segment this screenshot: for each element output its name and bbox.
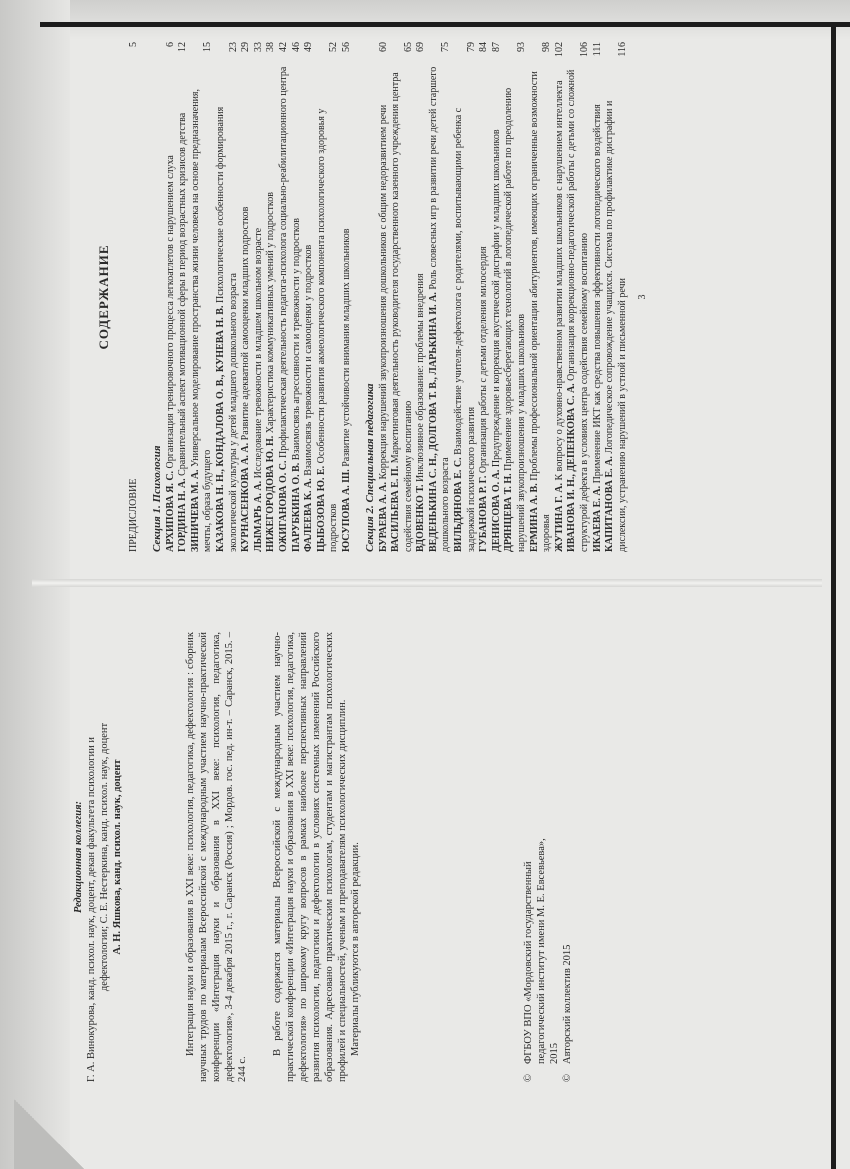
toc-page-number: 46 (290, 42, 302, 52)
copyright-symbol: © (523, 1074, 534, 1082)
toc-page-number: 93 (516, 42, 528, 52)
toc-entry-text (253, 66, 266, 552)
toc-entry-text (503, 66, 528, 552)
toc-entry-author: ПАРУБКИНА О. В. (290, 462, 302, 552)
toc-entry-title: Профилактическая деятельность педагога-психолога социально-реабилитационного центра (277, 66, 289, 458)
toc-entry-author: ГУБАНОВА Р. Г. (478, 475, 490, 552)
toc-page-number: 52 (328, 42, 340, 52)
toc-entry-title: Проблемы профессиональной ориентации абитуриентов, имеющих ограниченные возможности здоровья (528, 71, 553, 552)
toc-entry-text (390, 66, 415, 552)
toc-page-number: 38 (265, 42, 277, 52)
toc-entry-text (453, 66, 478, 552)
toc-page-number: 33 (252, 42, 264, 52)
toc-page-number: 79 (465, 42, 477, 52)
toc-entry-author: ВДОВЕНКО Т. (415, 484, 427, 552)
toc-entry-text (604, 66, 629, 552)
copyright-text: Авторский коллектив 2015 (562, 944, 573, 1064)
toc-entry (478, 42, 491, 552)
bibliographic-description: Интеграция науки и образования в XXI веке: психология, педагогика, дефектология : сборник научных трудов по материалам Всероссийской с международным участием научно-практической конференции «Интеграция науки и образования в XXI веке: психология, педагогика, дефектология», 3-4 декабря 2015 г., г. Саранск (Россия) ; Мордов. гос. пед. ин-т. – Саранск, 2015. – 244 с. (185, 632, 248, 1082)
toc-entry-text (415, 66, 428, 552)
toc-entry (303, 42, 316, 552)
toc-entry-author: ЮСУПОВА А. Ш. (340, 469, 352, 552)
toc-entry-title: Логопедическое сопровождение учащихся. Система по профилактике дисграфии и дислексии, устранению нарушений в устной и письменной речи (604, 100, 628, 552)
toc-entry-title: Развитие адекватной самооценки младших подростков (240, 206, 252, 441)
toc-page-number: 23 (227, 42, 239, 52)
toc-sections (151, 42, 630, 552)
toc-entry-title: Применение ИКТ как средства повышения эффективности логопедического воздействия (591, 104, 603, 484)
toc-entry (503, 42, 528, 552)
toc-page-number: 15 (202, 42, 214, 52)
toc-section-heading: Секция 1. Психология (150, 445, 163, 552)
toc-entry-title: К вопросу о духовно-нравственном развитии младших школьников с нарушением интеллекта (553, 80, 565, 481)
toc-page-number: 12 (177, 42, 189, 52)
toc-entry (291, 42, 304, 552)
toc-entry-title: Взаимодействие учителя-дефектолога с родителями, воспитывающими ребенка с задержкой психического развития (453, 107, 477, 552)
toc-section-heading: Секция 2. Специальная педагогика (363, 383, 376, 552)
toc-entry-text (554, 66, 567, 552)
toc-entry-author: ДЕНИСОВА О. А. (490, 469, 502, 552)
toc-entry (253, 42, 266, 552)
book-spread (32, 12, 822, 1152)
toc-entry-title: Взаимосвязь тревожности и самооценки у подростков (303, 244, 315, 476)
toc-entry (604, 42, 629, 552)
toc-entry-title: Исследование тревожности в младшем школьном возрасте (252, 227, 264, 479)
toc-preface-label: ПРЕДИСЛОВИЕ (128, 478, 139, 552)
toc-entry-author: ИВАНОВА И. Н., ДЕПЕНКОВА С. А. (566, 383, 578, 552)
toc-page-number: 6 (164, 42, 176, 47)
toc-entry (177, 42, 190, 552)
toc-entry-title: Универсальное моделирование пространства жизни человека на основе предназначения, мечты, образа будущего (189, 88, 214, 552)
toc-entry-title: Маркетинговая деятельность руководителя государственного казенного учреждения центра содействия семейному воспитанию (390, 72, 414, 552)
toc-entry-author: НИЖЕГОРОДОВА Ю. Н. (265, 435, 277, 552)
toc-entry-text (566, 66, 591, 552)
toc-entry-title: Инклюзивное образование: проблемы внедрения (415, 273, 427, 482)
toc-page-number: 69 (415, 42, 427, 52)
toc-preface (128, 42, 141, 552)
toc-entry-author: ЛЫМАРЬ А. А. (252, 480, 264, 552)
editorial-line: Г. А. Винокурова, канд. психол. наук, доцент, декан факультета психологии и (86, 736, 97, 1082)
scan-border-right (831, 22, 836, 1169)
toc-entry (378, 42, 391, 552)
toc-entry-author: ЕРМИНА А. В. (528, 483, 540, 552)
toc-entry-text (165, 66, 178, 552)
toc-entry-title: Коррекция нарушений звукопроизношения дошкольников с общим недоразвитием речи (377, 104, 389, 480)
toc-entry-text (303, 66, 316, 552)
editorial-heading: Редакционная коллегия: (73, 800, 84, 914)
toc-entry-author: ФАЛЕЕВА К. А. (303, 478, 315, 552)
toc-entry (190, 42, 215, 552)
toc-entry (316, 42, 341, 552)
toc-entry-title: Развитие устойчивости внимания младших школьников (340, 228, 352, 467)
toc-entry-text (265, 66, 278, 552)
toc-entry-text (240, 66, 253, 552)
toc-entry-text (341, 66, 354, 552)
toc-entry (428, 42, 453, 552)
toc-entry-author: КАЗАКОВА Н. Н., КОНДАЛОВА О. В., КУНЕВА Н. В. (214, 305, 226, 552)
toc-entry (240, 42, 253, 552)
toc-entry-author: ВАСИЛЬЕВА Е. П. (390, 465, 402, 552)
toc-page-number: 65 (402, 42, 414, 52)
toc-entry-title: Особенности развития акмеологического компонента психологического здоровья у подростков (315, 108, 340, 552)
toc-entry-author: КАПИТАНОВА Е. А. (604, 456, 616, 552)
toc-entry-author: ЦЫБОЗОВА Ю. Е. (315, 465, 327, 552)
toc-entry-author: ДРЯНЦЕВА Т. Н. (503, 473, 515, 552)
toc-page-number: 75 (440, 42, 452, 52)
toc-entry-text (529, 66, 554, 552)
toc-entry (554, 42, 567, 552)
toc-entry-author: КУРНАСЕНКОВА А. А. (240, 442, 252, 552)
copyright-institute (522, 632, 561, 1082)
toc-entry-text (177, 66, 190, 552)
toc-page-number: 98 (541, 42, 553, 52)
toc-entry-title: Взаимосвязь агрессивности и тревожности у подростков (290, 218, 302, 461)
toc-entry-text (491, 66, 504, 552)
toc-entry-author: ИКАЕВА Е. А. (591, 485, 603, 552)
toc-entry-text (428, 66, 453, 552)
copyright-authors (561, 632, 574, 1082)
toc-entry-text (278, 66, 291, 552)
toc-entry-title: Характеристика коммуникативных умений у подростков (265, 192, 277, 434)
toc-entry-title: Роль словесных игр в развитии речи детей старшего дошкольного возраста (427, 66, 452, 552)
toc-page-number: 111 (591, 42, 603, 57)
toc-entry (453, 42, 478, 552)
editorial-line: дефектологии; С. Е. Нестеркина, канд. психол. наук, доцент (99, 722, 110, 992)
toc-entry (415, 42, 428, 552)
contents-page (32, 12, 822, 572)
toc-page-number: 29 (240, 42, 252, 52)
toc-entry (491, 42, 504, 552)
contents-title: СОДЕРЖАНИЕ (96, 244, 111, 350)
toc-entry-author: ВИЛЬДЯНОВА Е. С. (453, 457, 465, 552)
toc-page-number: 49 (303, 42, 315, 52)
toc-entry (341, 42, 354, 552)
toc-entry-title: Организация работы с детьми отделения милосердия (478, 246, 490, 474)
toc-entry-text (316, 66, 341, 552)
toc-page-number: 5 (128, 42, 139, 47)
toc-entry-title: Организация коррекционно-педагогической работы с детьми со сложной структурой дефекта в условиях центра содействия семейному воспитанию (566, 69, 590, 552)
toc-page-number: 116 (616, 42, 628, 57)
toc-page-number: 60 (377, 42, 389, 52)
toc-entry-text (592, 66, 605, 552)
toc-page-number: 56 (340, 42, 352, 52)
toc-entry-title: Сравнительный аспект мотивационной сферы в период возрастных кризисов детства (177, 112, 189, 476)
toc-entry (215, 42, 240, 552)
toc-entry (566, 42, 591, 552)
toc-entry-author: АРХИПОВА Я. С. (164, 470, 176, 552)
toc-entry-title: Психологические особенности формирования экологической культуры у детей младшего дошкольного возраста (214, 106, 239, 552)
book-spine (32, 579, 822, 587)
toc-entry-text (478, 66, 491, 552)
toc-entry-text (291, 66, 304, 552)
toc-entry-text (378, 66, 391, 552)
toc-page-number: 84 (478, 42, 490, 52)
copyright-symbol: © (562, 1074, 573, 1082)
toc-page-number: 42 (277, 42, 289, 52)
copyright-text: ФГБОУ ВПО «Мордовский государственный педагогический институт имени М. Е. Евсевьева», 2015 (523, 838, 560, 1064)
toc-entry (265, 42, 278, 552)
collection-abstract: В работе содержатся материалы Всероссийской с международным участием научно-практической конференции «Интеграция науки и образования в XXI веке: психология, педагогика, дефектология» по широкому кругу вопросов в рамках наиболее перспективных направлений развития психологии, педагогики и дефектологии в условиях системных изменений Российского образования. Адресовано практическим психологам, студентам и магистрантам психологических профилей и специальностей, ученым и преподавателям психологических дисциплин. (272, 632, 348, 1082)
toc-entry-author: ВЕДЕНЬКИНА С. Н., ДОЛГОВА Т. В., ЛАРЬКИНА И. А. (427, 292, 439, 552)
toc-entry-title: Предупреждение и коррекция акустической дисграфии у младших школьников (490, 129, 502, 468)
toc-entry (165, 42, 178, 552)
toc-entry-author: ГОРДИНА Н. А. (177, 478, 189, 552)
toc-entry (278, 42, 291, 552)
toc-page-number: 102 (553, 42, 565, 57)
toc-page-number: 106 (579, 42, 590, 57)
page-number: 3 (637, 294, 649, 300)
toc-entry-author: ЗИНИЧЕВА М. А. (189, 469, 201, 552)
toc-entry (592, 42, 605, 552)
toc-entry-author: ЖУТИНА Г. А. (553, 483, 565, 552)
toc-entry (529, 42, 554, 552)
toc-page-number: 87 (490, 42, 502, 52)
toc-entry-author: БУРАЕВА А. А. (377, 481, 389, 552)
publication-note: Материалы публикуются в авторской редакции. (350, 842, 361, 1056)
toc-entry-text (215, 66, 240, 552)
toc-entry-title: Организация тренировочного процесса легкоатлетов с нарушением слуха (164, 155, 176, 469)
toc-entry-author: ОЖИГАНОВА О. С. (277, 460, 289, 552)
toc-entry (390, 42, 415, 552)
toc-entry-text (190, 66, 215, 552)
toc-entry-title: Применение здоровьесберегающих технологий в логопедической работе по преодолению нарушений звукопроизношения у младших школьников (503, 87, 528, 552)
imprint-page (32, 592, 822, 1152)
editorial-line: А. Н. Яшкова, канд. психол. наук, доцент (112, 759, 123, 955)
